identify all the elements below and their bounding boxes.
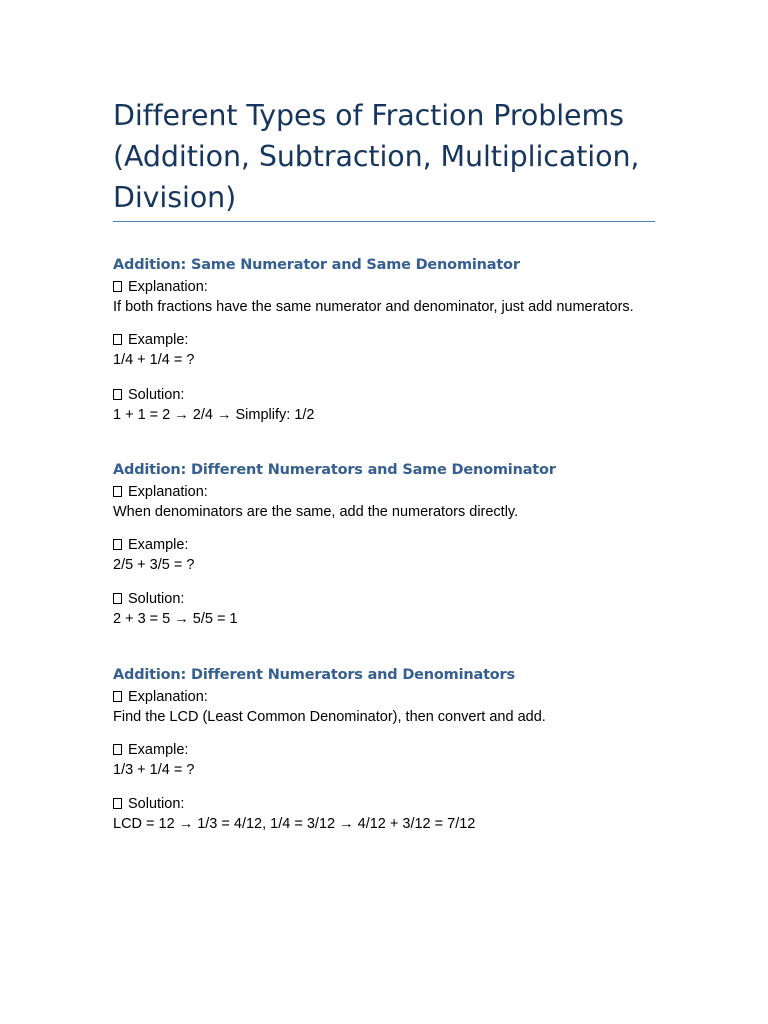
section-different-numerators-denominators — [113, 665, 713, 834]
example-label: Example: — [128, 537, 189, 553]
explanation-text: Find the LCD (Least Common Denominator), then convert and add. — [113, 709, 546, 725]
solution-label: Solution: — [128, 591, 185, 607]
missing-glyph-icon — [113, 539, 122, 550]
example-label: Example: — [128, 332, 189, 348]
example-row — [113, 535, 713, 555]
solution-label: Solution: — [128, 796, 185, 812]
section-different-numerators-same-denominator — [113, 460, 713, 629]
missing-glyph-icon — [113, 744, 122, 755]
explanation-row — [113, 277, 713, 297]
explanation-row — [113, 687, 713, 707]
example-text: 1/4 + 1/4 = ? — [113, 352, 195, 368]
missing-glyph-icon — [113, 486, 122, 497]
example-text: 1/3 + 1/4 = ? — [113, 762, 195, 778]
section-heading: Addition: Different Numerators and Denominators — [113, 667, 515, 683]
example-label: Example: — [128, 742, 189, 758]
title-underline — [113, 221, 655, 222]
missing-glyph-icon — [113, 334, 122, 345]
solution-row — [113, 385, 713, 405]
explanation-label: Explanation: — [128, 484, 208, 500]
solution-row — [113, 794, 713, 814]
solution-label: Solution: — [128, 387, 185, 403]
missing-glyph-icon — [113, 389, 122, 400]
explanation-label: Explanation: — [128, 279, 208, 295]
example-text: 2/5 + 3/5 = ? — [113, 557, 195, 573]
example-row — [113, 330, 713, 350]
solution-text: 2 + 3 = 5 → 5/5 = 1 — [113, 611, 238, 627]
missing-glyph-icon — [113, 691, 122, 702]
explanation-text: If both fractions have the same numerator and denominator, just add numerators. — [113, 299, 634, 315]
section-heading: Addition: Same Numerator and Same Denominator — [113, 257, 520, 273]
section-heading: Addition: Different Numerators and Same Denominator — [113, 462, 556, 478]
solution-text: LCD = 12 → 1/3 = 4/12, 1/4 = 3/12 → 4/12 + 3/12 = 7/12 — [113, 816, 476, 832]
section-same-numerator-same-denominator — [113, 255, 713, 425]
missing-glyph-icon — [113, 281, 122, 292]
solution-row — [113, 589, 713, 609]
missing-glyph-icon — [113, 798, 122, 809]
document-title: Different Types of Fraction Problems (Addition, Subtraction, Multiplication, Division) — [113, 99, 640, 214]
explanation-label: Explanation: — [128, 689, 208, 705]
explanation-row — [113, 482, 713, 502]
missing-glyph-icon — [113, 593, 122, 604]
explanation-text: When denominators are the same, add the numerators directly. — [113, 504, 519, 520]
example-row — [113, 740, 713, 760]
solution-text: 1 + 1 = 2 → 2/4 → Simplify: 1/2 — [113, 407, 315, 423]
